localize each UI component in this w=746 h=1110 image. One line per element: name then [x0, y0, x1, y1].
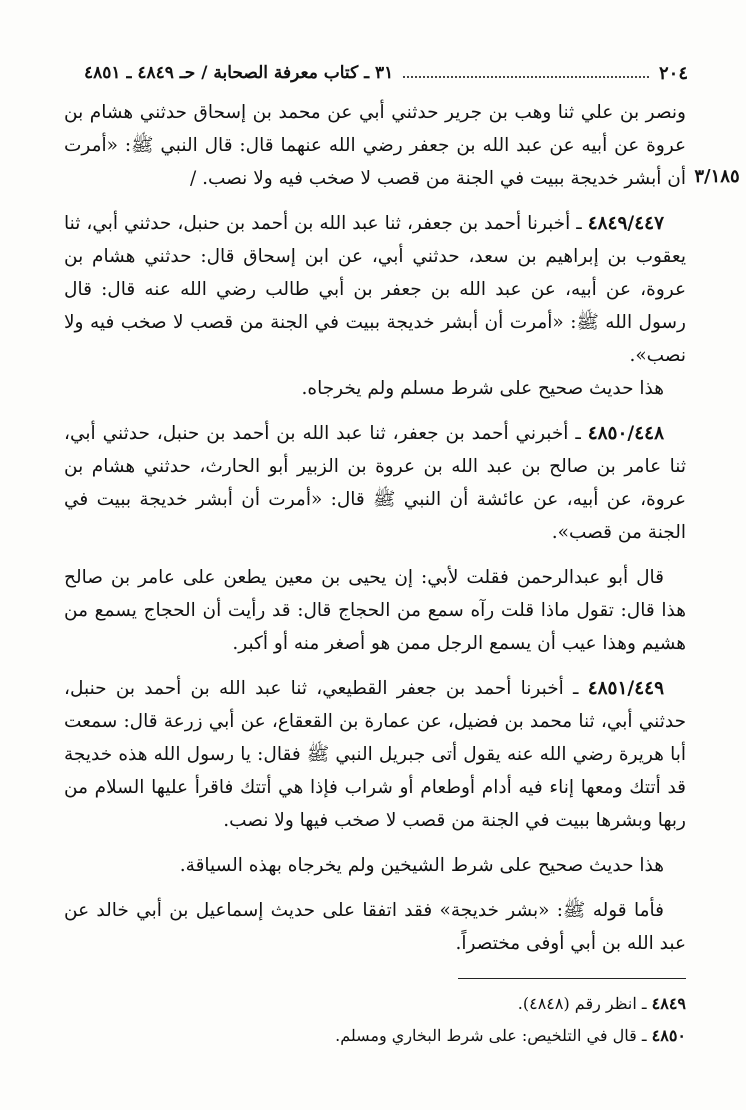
margin-volume-page-note: ٣/١٨٥ — [694, 166, 740, 187]
hadith-number: ٤٨٥١/٤٤٩ — [587, 678, 664, 699]
footnote-4849: ٤٨٤٩ ـ انظر رقم (٤٨٤٨). — [517, 994, 686, 1013]
closing-paragraph: فأما قوله ﷺ: «بشر خديجة» فقد اتفقا على حديث إسماعيل بن أبي خالد عن عبد الله بن أبي أوفى مختصراً. — [64, 900, 686, 954]
dotted-leader — [403, 76, 649, 78]
main-text — [64, 96, 686, 960]
hadith-4850: ٤٨٥٠/٤٤٨ ـ أخبرني أحمد بن جعفر، ثنا عبد الله بن أحمد بن حنبل، حدثني أبي، ثنا عامر بن صالح بن عبد الله بن عروة بن الزبير أبو الحارث، حدثني هشام بن عروة، عن أبيه، عن عائشة أن النبي ﷺ قال: «أمرت أن أبشر خديجة ببيت في الجنة من قصب». — [64, 423, 686, 543]
hadith-4849: ٤٨٤٩/٤٤٧ ـ أخبرنا أحمد بن جعفر، ثنا عبد الله بن أحمد بن حنبل، حدثني أبي، ثنا يعقوب بن إبراهيم بن سعد، حدثني أبي، عن ابن إسحاق قال: حدثني هشام بن عروة، عن أبيه، عن عبد الله بن جعفر بن أبي طالب رضي الله عنه قال: قال رسول الله ﷺ: «أمرت أن أبشر خديجة ببيت في الجنة من قصب لا صخب فيه ولا نصب». — [64, 213, 686, 366]
hadith-number: ٤٨٥٠/٤٤٨ — [587, 423, 664, 444]
paragraph-continuation: ونصر بن علي ثنا وهب بن جرير حدثني أبي عن محمد بن إسحاق حدثني هشام بن عروة عن أبيه عن عبد الله بن جعفر رضي الله عنهما قال: قال النبي ﷺ: «أمرت أن أبشر خديجة ببيت في الجنة من قصب لا صخب فيه ولا نصب. / — [64, 102, 686, 189]
running-header — [84, 58, 688, 88]
grading-4849: هذا حديث صحيح على شرط مسلم ولم يخرجاه. — [301, 378, 664, 399]
commentary-paragraph: قال أبو عبدالرحمن فقلت لأبي: إن يحيى بن معين يطعن على عامر بن صالح هذا قال: تقول ماذا قلت رآه سمع من الحجاج قال: قد رأيت أن الحجاج يسمع من هشيم وهذا عيب أن يسمع الرجل ممن هو أصغر منه أو أكبر. — [64, 567, 686, 654]
footnotes — [64, 988, 686, 1052]
hadith-number: ٤٨٤٩/٤٤٧ — [587, 213, 664, 234]
hadith-4851: ٤٨٥١/٤٤٩ ـ أخبرنا أحمد بن جعفر القطيعي، ثنا عبد الله بن أحمد بن حنبل، حدثني أبي، ثنا محمد بن فضيل، عن عمارة بن القعقاع، عن أبي زرعة قال: سمعت أبا هريرة رضي الله عنه يقول أتى جبريل النبي ﷺ فقال: يا رسول الله هذه خديجة قد أتتك ومعها إناء فيه أدام أوطعام أو شراب فإذا هي أتتك فاقرأ عليها السلام من ربها وبشرها ببيت في الجنة من قصب لا صخب فيها ولا نصب. — [64, 678, 686, 831]
page-number: ٢٠٤ — [658, 62, 688, 84]
running-title: ٣١ ـ كتاب معرفة الصحابة / حـ ٤٨٤٩ ـ ٤٨٥١ — [84, 63, 394, 83]
grading-4851: هذا حديث صحيح على شرط الشيخين ولم يخرجاه بهذه السياقة. — [179, 855, 664, 876]
footnote-separator — [458, 978, 686, 979]
footnote-4850: ٤٨٥٠ ـ قال في التلخيص: على شرط البخاري ومسلم. — [335, 1026, 686, 1045]
